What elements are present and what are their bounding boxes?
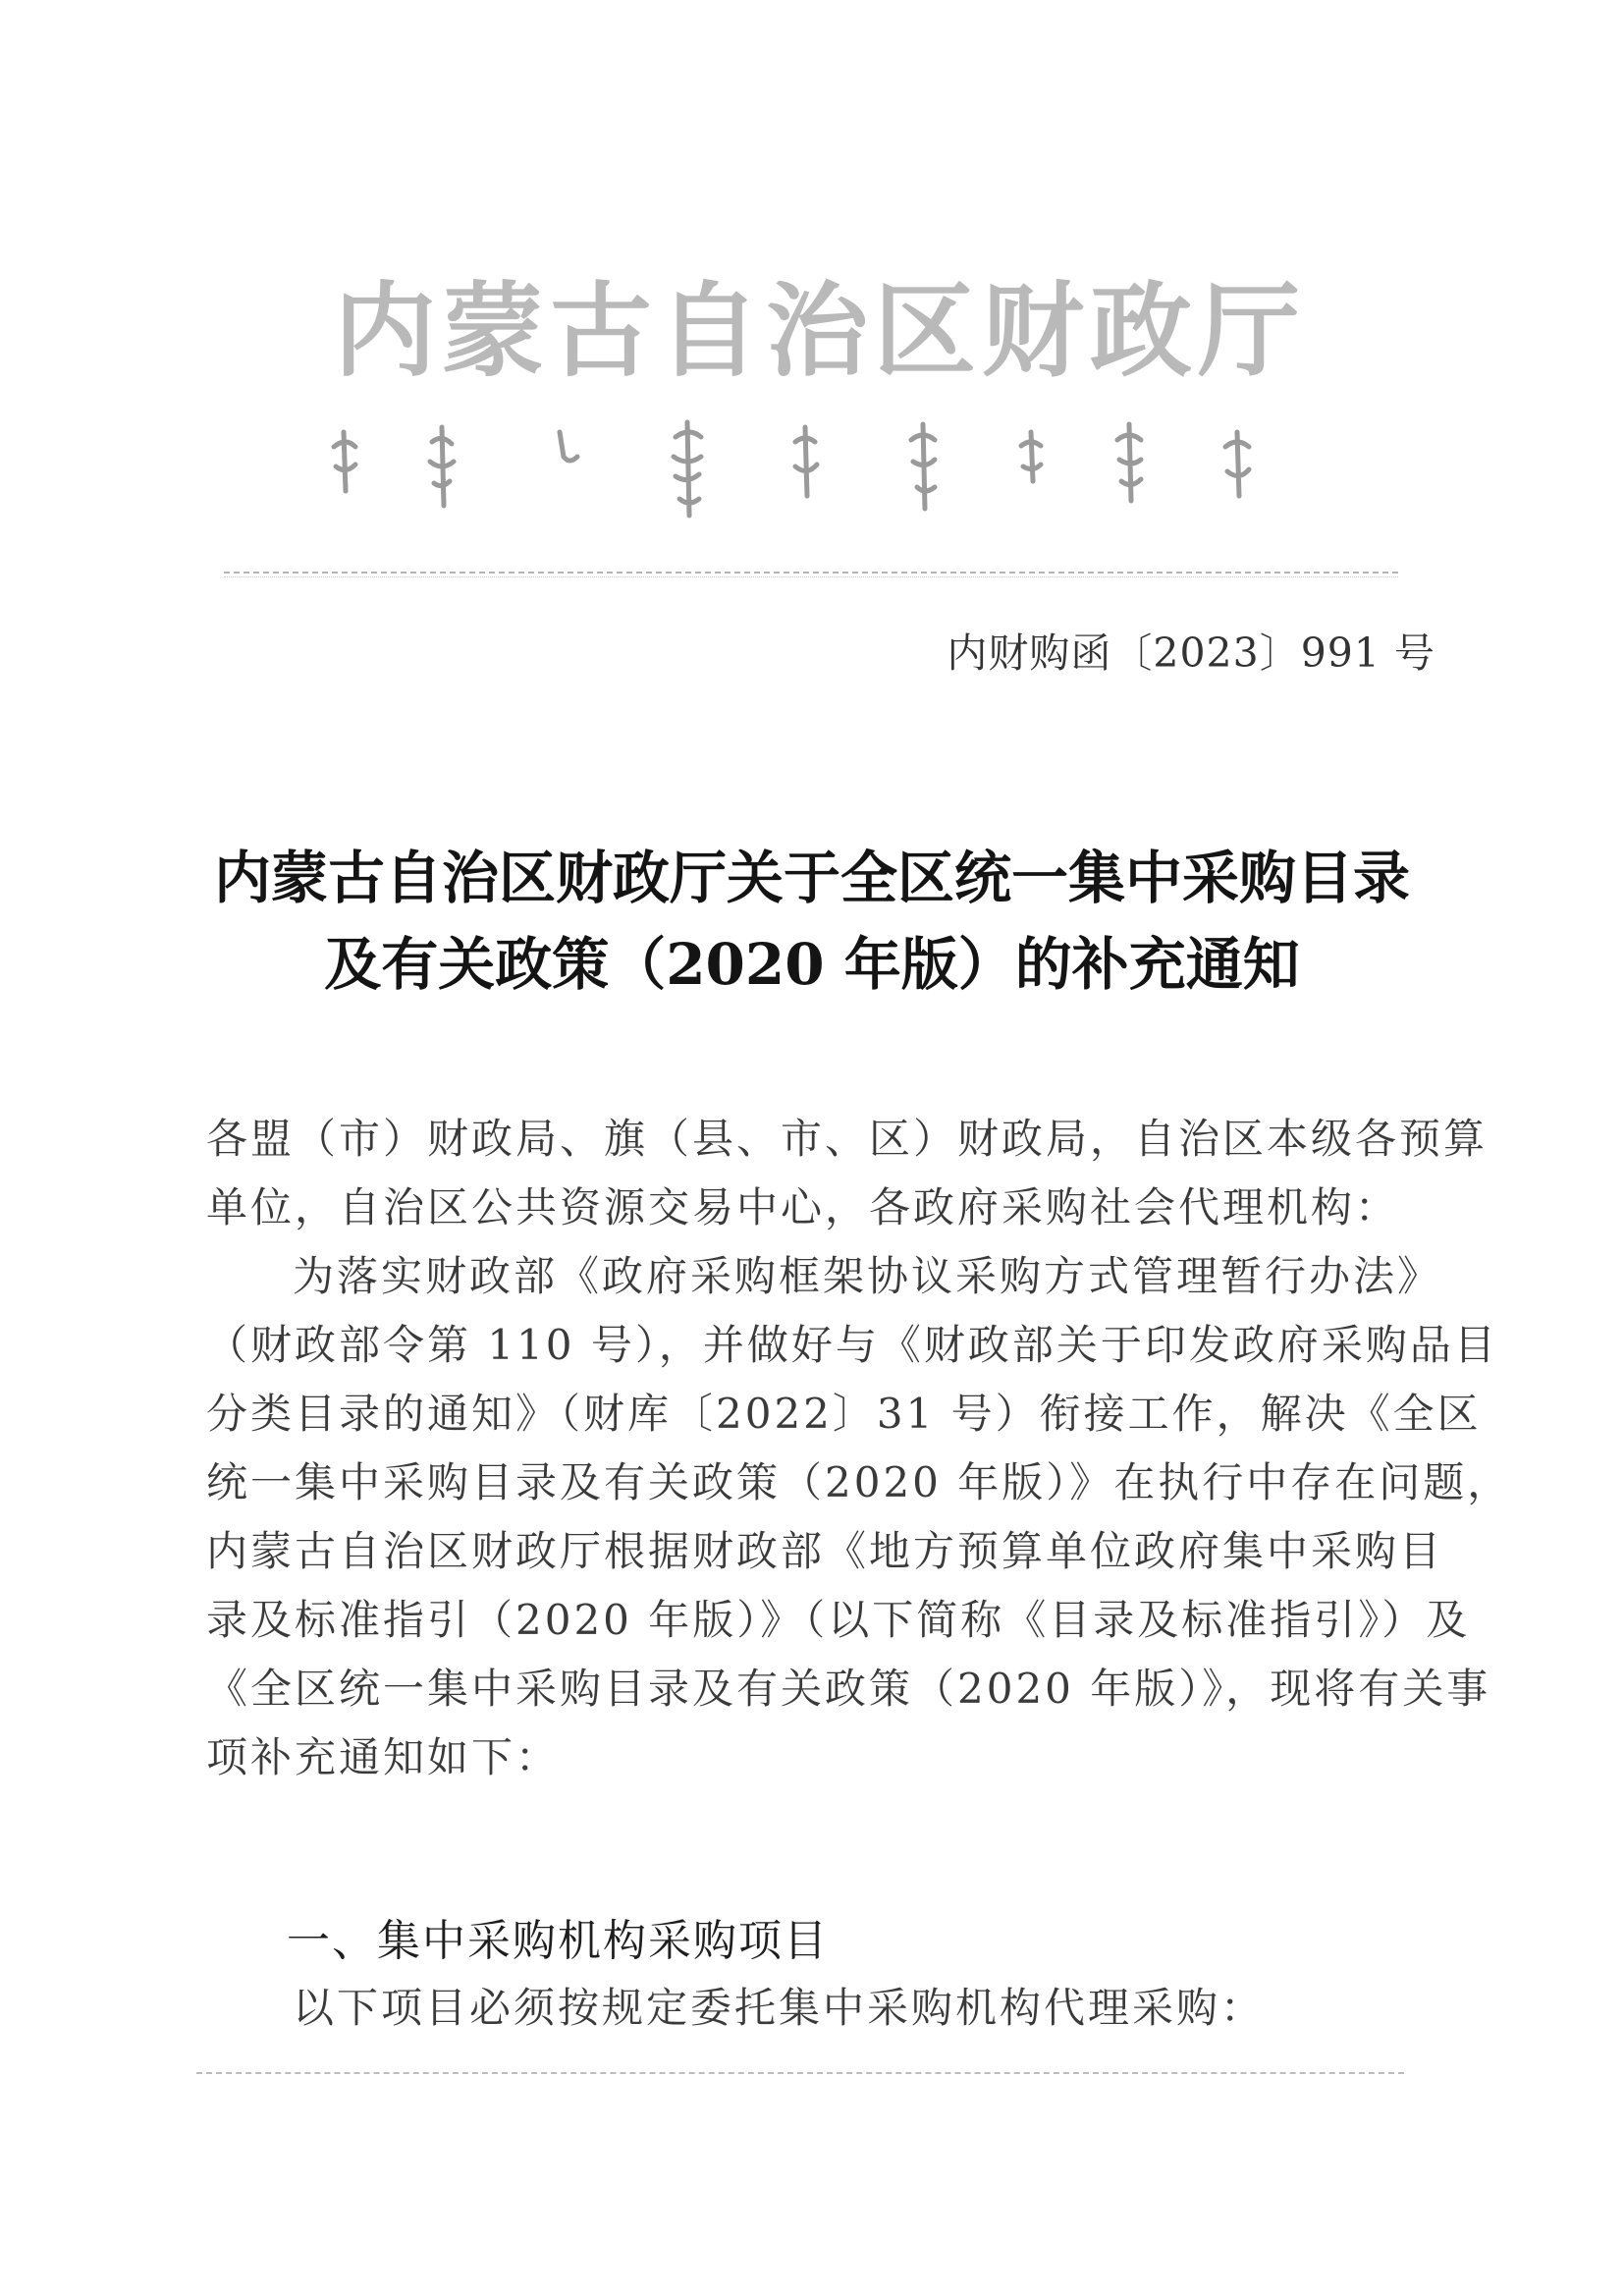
letterhead-org-name: 内蒙古自治区财政厅 — [333, 270, 1306, 391]
letterhead-divider — [224, 572, 1398, 574]
paragraph-line-4: 统一集中采购目录及有关政策（2020 年版）》在执行中存在问题， — [206, 1458, 1512, 1506]
main-paragraph — [206, 1242, 1512, 1792]
mongolian-script-graphic — [324, 412, 1306, 520]
document-number: 内财购函〔2023〕991 号 — [947, 629, 1435, 677]
mongolian-script-name — [324, 412, 1306, 520]
paragraph-line-8: 项补充通知如下： — [206, 1733, 561, 1781]
paragraph-line-7: 《全区统一集中采购目录及有关政策（2020 年版）》，现将有关事 — [206, 1665, 1491, 1713]
paragraph-line-3: 分类目录的通知》（财库〔2022〕31 号）衔接工作，解决《全区 — [206, 1390, 1482, 1438]
document-title — [196, 835, 1428, 1008]
paragraph-line-2: （财政部令第 110 号），并做好与《财政部关于印发政府采购品目 — [206, 1321, 1498, 1369]
recipients-block — [206, 1105, 1489, 1242]
recipients-line-1: 各盟（市）财政局、旗（县、市、区）财政局，自治区本级各预算 — [206, 1115, 1489, 1163]
section-heading-1: 一、集中采购机构采购项目 — [287, 1916, 829, 1966]
letterhead-divider-secondary — [224, 576, 1398, 577]
title-line-2: 及有关政策（2020 年版）的补充通知 — [324, 931, 1300, 998]
paragraph-line-6: 录及标准指引（2020 年版）》（以下简称《目录及标准指引》）及 — [206, 1596, 1471, 1644]
title-line-1: 内蒙古自治区财政厅关于全区统一集中采购目录 — [213, 845, 1410, 911]
paragraph-line-5: 内蒙古自治区财政厅根据财政部《地方预算单位政府集中采购目 — [206, 1527, 1444, 1575]
section-1-intro: 以下项目必须按规定委托集中采购机构代理采购： — [293, 1984, 1266, 2032]
page-bottom-divider — [196, 2072, 1404, 2074]
paragraph-line-1: 为落实财政部《政府采购框架协议采购方式管理暂行办法》 — [293, 1252, 1442, 1300]
recipients-line-2: 单位，自治区公共资源交易中心，各政府采购社会代理机构： — [206, 1183, 1400, 1231]
